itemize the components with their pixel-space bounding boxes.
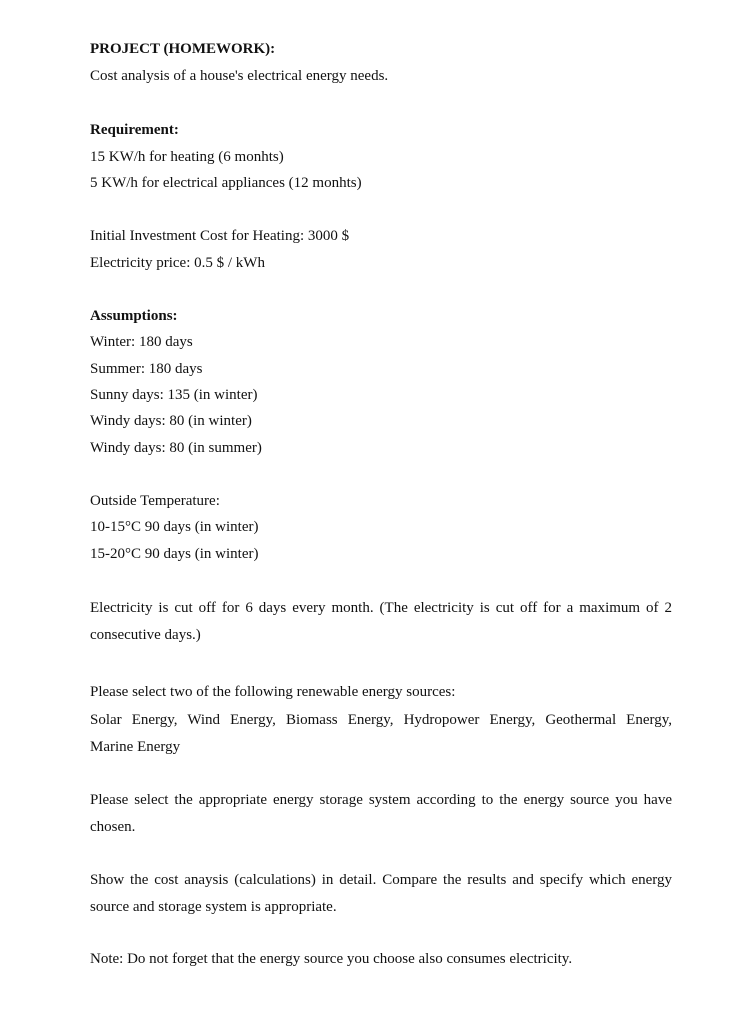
analysis-text-line: source and storage system is appropriate. (90, 899, 337, 915)
outage-text-line: consecutive days.) (90, 627, 201, 643)
initial-investment-text: Initial Investment Cost for Heating: 3000 $ (90, 228, 350, 244)
assumption-item: Windy days: 80 (in winter) (90, 413, 252, 429)
document-page (90, 0, 672, 1024)
assumption-item: Winter: 180 days (90, 334, 193, 350)
assumption-item: Windy days: 80 (in summer) (90, 440, 262, 456)
storage-text-line: chosen. (90, 819, 136, 835)
analysis-text-line: Show the cost anaysis (calculations) in detail. Compare the results and specify which energy (90, 872, 672, 888)
requirement-item: 15 KW/h for heating (6 monhts) (90, 149, 284, 165)
requirement-item: 5 KW/h for electrical appliances (12 monhts) (90, 175, 362, 191)
temperature-item: 15-20°C 90 days (in winter) (90, 546, 259, 562)
assumption-item: Summer: 180 days (90, 361, 203, 377)
note-text: Note: Do not forget that the energy source you choose also consumes electricity. (90, 951, 573, 967)
temperature-heading: Outside Temperature: (90, 493, 220, 509)
page-subtitle: Cost analysis of a house's electrical energy needs. (90, 68, 389, 84)
storage-text-line: Please select the appropriate energy storage system according to the energy source you have (90, 792, 672, 808)
electricity-price-text: Electricity price: 0.5 $ / kWh (90, 255, 265, 271)
page-title: PROJECT (HOMEWORK): (90, 41, 276, 57)
outage-text-line: Electricity is cut off for 6 days every month. (The electricity is cut off for a maximum of 2 (90, 600, 672, 616)
temperature-item: 10-15°C 90 days (in winter) (90, 519, 259, 535)
assumptions-heading: Assumptions: (90, 308, 178, 324)
sources-prompt: Please select two of the following renewable energy sources: (90, 684, 456, 700)
sources-list-line: Solar Energy, Wind Energy, Biomass Energy, Hydropower Energy, Geothermal Energy, (90, 712, 672, 728)
assumption-item: Sunny days: 135 (in winter) (90, 387, 258, 403)
requirement-heading: Requirement: (90, 122, 179, 138)
sources-list-line: Marine Energy (90, 739, 181, 755)
